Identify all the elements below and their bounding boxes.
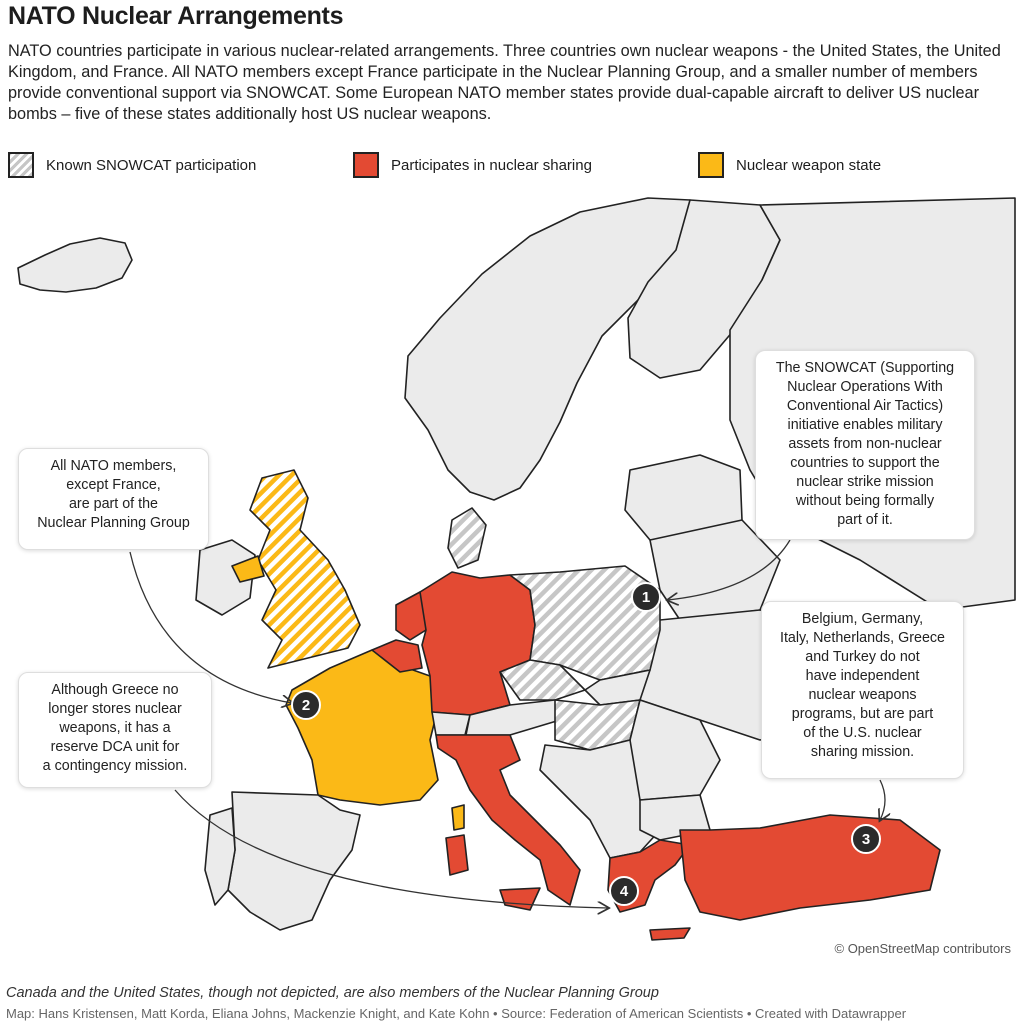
marker-4[interactable]: 4 [609, 876, 639, 906]
callout-nuclear-sharing: Belgium, Germany, Italy, Netherlands, Greece and Turkey do not have independent nuclear weapons programs, but are part of the U.S. nuclear sharing mission. [761, 601, 964, 779]
country-france [286, 650, 440, 805]
country-united-kingdom [250, 470, 360, 668]
country-denmark [448, 508, 486, 568]
callout-snowcat: The SNOWCAT (Supporting Nuclear Operations With Conventional Air Tactics) initiative enables military assets from non-nuclear countries to support the nuclear strike mission without being formally part of it. [755, 350, 975, 540]
marker-2[interactable]: 2 [291, 690, 321, 720]
credit-line: Map: Hans Kristensen, Matt Korda, Eliana Johns, Mackenzie Knight, and Kate Kohn • Source: Federation of American Scientists • Created with Datawrapper [6, 1006, 907, 1021]
chart-title: NATO Nuclear Arrangements [8, 2, 344, 30]
hatch-swatch-icon [8, 152, 34, 178]
country-switzerland [432, 712, 470, 735]
callout-npg: All NATO members, except France, are part of the Nuclear Planning Group [18, 448, 209, 550]
legend-label-nuclear-weapon-state: Nuclear weapon state [736, 156, 882, 174]
legend [8, 152, 1008, 182]
legend-item-snowcat [8, 152, 256, 178]
legend-label-snowcat: Known SNOWCAT participation [46, 156, 257, 174]
marker-1[interactable]: 1 [631, 582, 661, 612]
yellow-swatch-icon [698, 152, 724, 178]
footnote: Canada and the United States, though not depicted, are also members of the Nuclear Planning Group [6, 985, 659, 1001]
country-sardinia [446, 835, 468, 875]
country-spain [228, 792, 360, 930]
country-crete [650, 928, 690, 940]
marker-3[interactable]: 3 [851, 824, 881, 854]
country-turkey [680, 815, 940, 920]
chart-description: NATO countries participate in various nuclear-related arrangements. Three countries own nuclear weapons - the United States, the United Kingdom, and France. All NATO members except France participate in the Nuclear Planning Group, and a smaller number of members provide conventional support via SNOWCAT. Some European NATO member states provide dual-capable aircraft to deliver US nuclear bombs – five of these states additionally host US nuclear weapons. [8, 42, 1001, 123]
legend-label-nuclear-sharing: Participates in nuclear sharing [391, 156, 592, 174]
legend-item-nuclear-sharing [353, 152, 592, 178]
callout-greece: Although Greece no longer stores nuclear weapons, it has a reserve DCA unit for a contingency mission. [18, 672, 212, 788]
legend-item-nuclear-weapon-state [698, 152, 881, 178]
country-sicily [500, 888, 540, 910]
red-swatch-icon [353, 152, 379, 178]
map-attribution[interactable]: © OpenStreetMap contributors [834, 941, 1011, 956]
country-iceland [18, 238, 132, 292]
country-corsica [452, 805, 464, 830]
